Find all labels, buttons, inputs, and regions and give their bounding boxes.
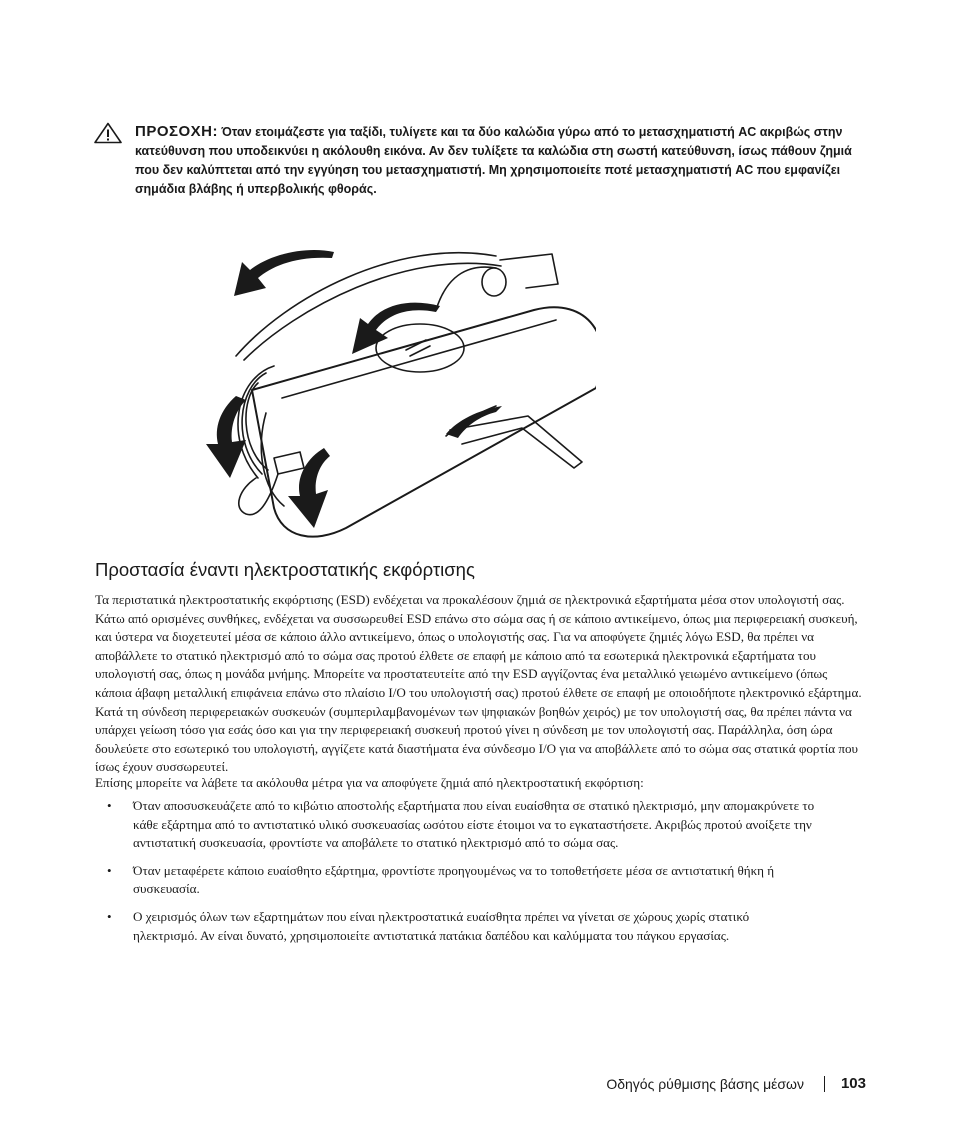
footer-divider — [824, 1076, 825, 1092]
list-item: • Ο χειρισμός όλων των εξαρτημάτων που είναι ηλεκτροστατικά ευαίσθητα πρέπει να γίνεται σε χώρους χωρίς στατικό ηλεκτρισμό. Αν είναι δυνατό, χρησιμοποιείτε αντιστατικά πατάκια δαπέδου και καλύμματα του πάγκου εργασίας. — [95, 908, 813, 945]
caution-notice — [93, 122, 873, 199]
caution-text — [135, 122, 873, 199]
list-item: • Όταν αποσυσκευάζετε από το κιβώτιο αποστολής εξαρτήματα που είναι ευαίσθητα σε στατικό ηλεκτρισμό, μην απομακρύνετε το κάθε εξάρτημα από το αντιστατικό υλικό συσκευασίας ωσότου είστε έτοιμοι να το εγκαταστήσετε. Ακριβώς προτού ανοίξετε την αντιστατική συσκευασία, φροντίστε να αποβάλετε το στατικό ηλεκτρισμό από το σώμα σας. — [95, 797, 833, 853]
esd-paragraph: Τα περιστατικά ηλεκτροστατικής εκφόρτισης (ESD) ενδέχεται να προκαλέσουν ζημιά σε ηλεκτρονικά εξαρτήματα μέσα στον υπολογιστή σας. Κάτω από ορισμένες συνθήκες, ενδέχεται να συσσωρευθεί ESD επάνω στο σώμα σας ή σε κάποιο αντικείμενο, όπως μια περιφερειακή συσκευή, και ύστερα να διοχετευτεί μέσα σε κάποιο άλλο αντικείμενο, όπως ο υπολογιστής σας. Για να αποφύγετε ζημιές λόγω ESD, θα πρέπει να αποβάλλετε το στατικό ηλεκτρισμό από το σώμα σας προτού έλθετε σε επαφή με κάποιο από τα εσωτερικά ηλεκτρονικά εξαρτήματα του υπολογιστή σας, όπως η μονάδα μνήμης. Μπορείτε να προστατευτείτε από την ESD αγγίζοντας ένα μεταλλικό γειωμένο αντικείμενο (όπως κάποια άβαφη μεταλλική επιφάνεια επάνω στο πλαίσιο I/O του υπολογιστή σας) προτού έλθετε σε επαφή με οποιοδήποτε ηλεκτρονικό εξάρτημα. Κατά τη σύνδεση περιφερειακών συσκευών (συμπεριλαμβανομένων των ψηφιακών βοηθών χειρός) με τον υπολογιστή σας, θα πρέπει πάντα να υπάρχει γείωση τόσο για εσάς όσο και για την περιφερειακή συσκευή προτού γίνει η σύνδεση με τον υπολογιστή σας. Παράλληλα, όση ώρα δουλεύετε στο εσωτερικό του υπολογιστή, αγγίζετε κατά διαστήματα ένα σύνδεσμο I/O για να αποβάλλετε από το σώμα σας στατικά φορτία που ίσως έχουν συσσωρευτεί. — [95, 592, 862, 775]
caution-body: Όταν ετοιμάζεστε για ταξίδι, τυλίγετε και τα δύο καλώδια γύρω από το μετασχηματιστή AC ακριβώς στην κατεύθυνση που υποδεικνύει η ακόλουθη εικόνα. Αν δεν τυλίξετε τα καλώδια στη σωστή κατεύθυνση, ίσως πάθουν ζημιά που δεν καλύπτεται από την εγγύηση του μετασχηματιστή. Μη χρησιμοποιείτε ποτέ μετασχηματιστή AC που εμφανίζει σημάδια βλάβης ή υπερβολικής φθοράς. — [135, 125, 852, 196]
caution-label: ΠΡΟΣΟΧΗ: — [135, 123, 219, 140]
section-heading: Προστασία έναντι ηλεκτροστατικής εκφόρτισης — [95, 559, 475, 580]
list-item: • Όταν μεταφέρετε κάποιο ευαίσθητο εξάρτημα, φροντίστε προηγουμένως να το τοποθετήσετε μέσα σε αντιστατική θήκη ή συσκευασία. — [95, 862, 823, 899]
warning-triangle-icon — [93, 122, 123, 144]
page-footer — [606, 1075, 866, 1092]
ac-adapter-cable-wrapping-illustration — [196, 238, 596, 538]
footer-title: Οδηγός ρύθμισης βάσης μέσων — [606, 1075, 804, 1092]
page-number: 103 — [840, 1075, 866, 1092]
precautions-list — [95, 797, 865, 954]
measures-intro-paragraph: Επίσης μπορείτε να λάβετε τα ακόλουθα μέτρα για να αποφύγετε ζημιά από ηλεκτροστατική εκφόρτιση: — [95, 775, 644, 790]
